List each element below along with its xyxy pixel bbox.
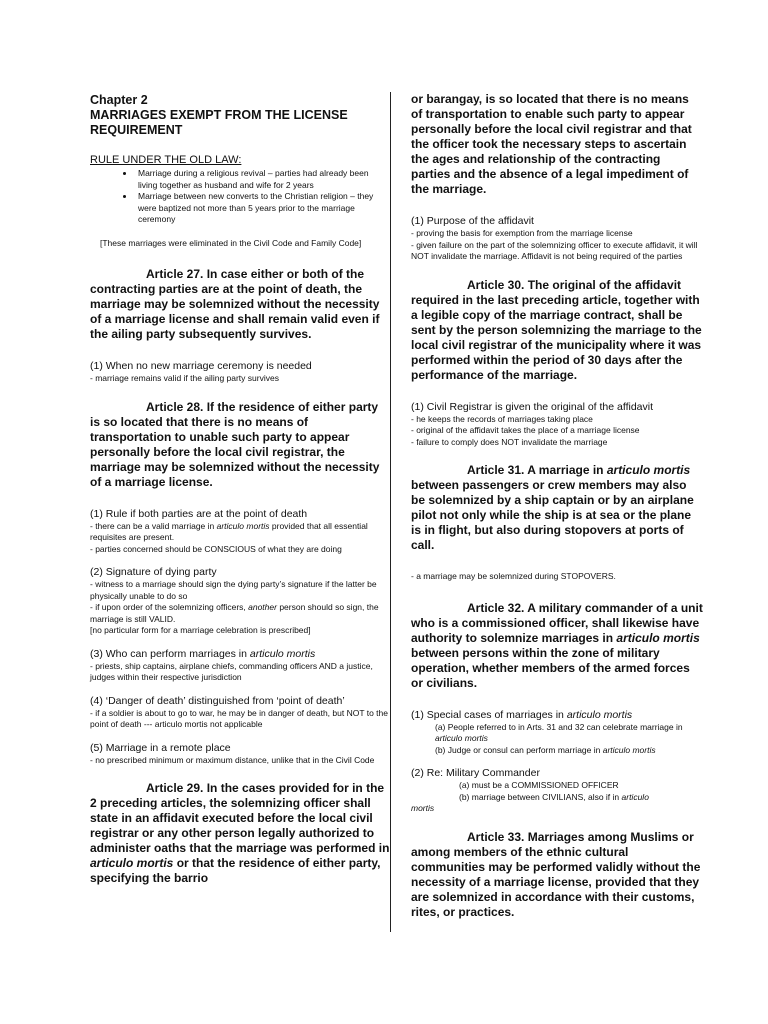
left-column xyxy=(90,92,390,886)
chapter-title-line2: REQUIREMENT xyxy=(90,123,183,137)
art32-sub1-heading: (1) Special cases of marriages in articulo mortis xyxy=(411,708,633,721)
art29-sub1-note-b: - given failure on the part of the solemnizing officer to execute affidavit, it will NOT invalidate the marriage. Affidavit is not being required of the parties xyxy=(411,239,698,261)
article-29: Article 29. In the cases provided for in the 2 preceding articles, the solemnizing officer shall state in an affidavit executed before the local civil registrar or any other person legally authorized to administer oaths that the marriage was performed in articulo mortis or that the residence of either party, specifying the barrio xyxy=(90,781,390,885)
article-32: Article 32. A military commander of a unit who is a commissioned officer, shall likewise have authority to solemnize marriages in articulo mortis between persons within the zone of military operation, whether members of the armed forces or civilians. xyxy=(411,600,703,690)
list-item: • Marriage between new converts to the Christian religion – they were baptized not more than 5 years prior to the marriage ceremony xyxy=(135,191,390,226)
article-33: Article 33. Marriages among Muslims or among members of the ethnic cultural communities may be performed validly without the necessity of a marriage license, provided that they are solemnized in accordance with their customs, rites, or practices. xyxy=(411,829,701,919)
art29-sub1-note-a: - proving the basis for exemption from the marriage license xyxy=(411,228,633,238)
art32-sub1-item-a: (a) People referred to in Arts. 31 and 32 can celebrate marriage in articulo mortis xyxy=(435,721,683,743)
art28-sub2-note-a: - witness to a marriage should sign the dying party’s signature if the latter be physically unable to do so xyxy=(90,579,377,601)
eliminated-note: [These marriages were eliminated in the Civil Code and Family Code] xyxy=(100,237,362,248)
art28-sub2-note-c: [no particular form for a marriage celebration is prescribed] xyxy=(90,625,311,635)
art28-sub2-heading: (2) Signature of dying party xyxy=(90,566,217,578)
article-28: Article 28. If the residence of either party is so located that there is no means of transportation to unable such party to appear personally before the local civil registrar, the marriage may be solemnized without the necessity of a marriage license. xyxy=(90,399,380,489)
art30-sub1-note-a: - he keeps the records of marriages taking place xyxy=(411,413,593,424)
art28-sub4-note: - if a soldier is about to go to war, he may be in danger of death, but NOT to the point of death --- articulo mortis not applicable xyxy=(90,707,388,729)
chapter-label: Chapter 2 xyxy=(90,93,148,107)
art27-sub-heading: (1) When no new marriage ceremony is needed xyxy=(90,360,312,372)
art31-note: - a marriage may be solemnized during STOPOVERS. xyxy=(411,571,616,581)
art28-sub1-note-b: - parties concerned should be CONSCIOUS of what they are doing xyxy=(90,543,342,554)
art32-sub1-item-b: (b) Judge or consul can perform marriage in articulo mortis xyxy=(435,744,656,755)
art28-sub3-heading: (3) Who can perform marriages in articulo mortis xyxy=(90,647,316,660)
art28-sub4-heading: (4) ‘Danger of death’ distinguished from ‘point of death’ xyxy=(90,694,345,707)
article-31: Article 31. A marriage in articulo mortis between passengers or crew members may also be solemnized by a ship captain or by an airplane pilot not only while the ship is at sea or the plane is in flight, but also during stopovers at ports of call. xyxy=(411,463,694,552)
art32-sub2-heading: (2) Re: Military Commander xyxy=(411,767,540,779)
art28-sub3-note: - priests, ship captains, airplane chiefs, commanding officers AND a justice, judges within their respective jurisdiction xyxy=(90,660,373,682)
art28-sub1-note-a: - there can be a valid marriage in articulo mortis provided that all essential requisites are present. xyxy=(90,520,368,542)
article-29-continued: or barangay, is so located that there is no means of transportation to enable such party to appear personally before the local civil registrar and that the officer took the necessary steps to ascertain the ages and relationship of the contracting parties and the absence of a legal impediment of the marriage. xyxy=(411,92,692,196)
art30-sub1-note-c: - failure to comply does NOT invalidate the marriage xyxy=(411,436,608,447)
old-law-list xyxy=(90,168,390,226)
chapter-title-line1: MARRIAGES EXEMPT FROM THE LICENSE xyxy=(90,108,348,122)
article-30: Article 30. The original of the affidavit required in the last preceding article, together with a legible copy of the marriage contract, shall be sent by the person solemnizing the marriage to the local civil registrar of the municipality where it was performed within the period of 30 days after the performance of the marriage. xyxy=(411,277,702,382)
art29-sub1-heading: (1) Purpose of the affidavit xyxy=(411,215,534,227)
art28-sub1-heading: (1) Rule if both parties are at the point of death xyxy=(90,507,308,520)
rule-heading: RULE UNDER THE OLD LAW: xyxy=(90,154,242,166)
art28-sub5-note: - no prescribed minimum or maximum distance, unlike that in the Civil Code xyxy=(90,754,375,765)
list-item: • Marriage during a religious revival – parties had already been living together as husband and wife for 2 years xyxy=(135,168,390,191)
art28-sub2-note-b: - if upon order of the solemnizing officers, another person should so sign, the marriage is still VALID. xyxy=(90,602,379,624)
art32-sub2-item-a: (a) must be a COMMISSIONED OFFICER xyxy=(459,780,619,790)
column-divider xyxy=(390,92,391,932)
right-column xyxy=(411,92,703,920)
art28-sub5-heading: (5) Marriage in a remote place xyxy=(90,741,231,754)
art30-sub1-heading: (1) Civil Registrar is given the original of the affidavit xyxy=(411,400,653,413)
article-27: Article 27. In case either or both of the contracting parties are at the point of death, the marriage may be solemnized without the necessity of a marriage license and shall remain valid even if the ailing party subsequently survives. xyxy=(90,267,380,341)
art30-sub1-note-b: - original of the affidavit takes the place of a marriage license xyxy=(411,425,640,435)
art32-sub2-item-b-cont: mortis xyxy=(411,803,435,813)
art27-note: - marriage remains valid if the ailing party survives xyxy=(90,373,279,383)
art32-sub2-item-b: (b) marriage between CIVILIANS, also if in articulo xyxy=(459,791,649,802)
